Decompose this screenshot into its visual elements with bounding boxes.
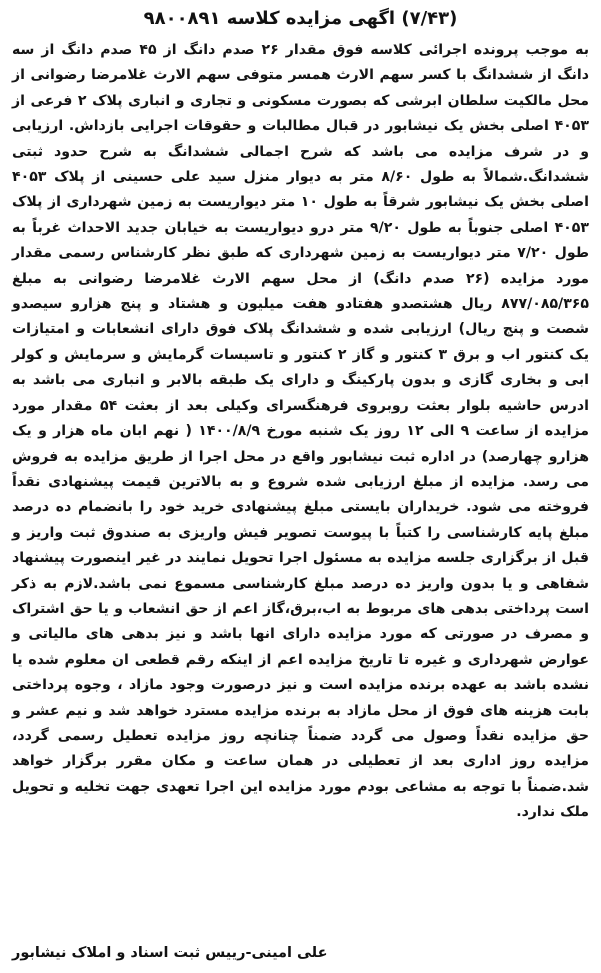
notice-signature: علی امینی-رییس ثبت اسناد و املاک نیشابور xyxy=(12,945,328,961)
notice-body: به موجب پرونده اجرائی کلاسه فوق مقدار ۲۶ صدم دانگ از ۴۵ صدم دانگ از سه دانگ از ششدانگ با کسر سهم الارث همسر متوفی سهم الارث غلامرضا رضوانی از محل مالکیت سلطان ابرشی که بصورت مسکونی و تجاری و انباری پلاک ۲ فرعی از ۴۰۵۳ اصلی بخش یک نیشابور در قبال مطالبات و حقوقات اجرایی بازداش. ارزیابی و در شرف مزایده می باشد که شرح اجمالی ششدانگ به شرح حدود ثبتی ششدانگ.شمالاً به طول ۸/۶۰ متر به دیوار منزل سید علی حسینی از پلاک ۴۰۵۳ اصلی بخش یک نیشابور شرقاً به طول ۱۰ متر دیواریست به زمین شهرداری از پلاک ۴۰۵۳ اصلی جنوباً به طول ۹/۲۰ متر درو دیواریست به خیابان جدید الاحداث غرباً به طول ۷/۲۰ متر دیواریست به زمین شهرداری که طبق نظر کارشناس رسمی مقدار مورد مزایده (۲۶ صدم دانگ) از محل سهم الارث غلامرضا رضوانی به مبلغ ۸۷۷/۰۸۵/۳۶۵ ریال هشتصدو هفتادو هفت میلیون و هشتاد و پنج هزارو سیصدو شصت و پنج ریال) ارزیابی شده و ششدانگ پلاک فوق دارای انشعابات و امتیازات یک کنتور اب و برق ۳ کنتور و گاز ۲ کنتور و تاسیسات گرمایش و سرمایش و کولر ابی و بخاری گازی و بدون پارکینگ و دارای یک طبقه بالابر و انباری می باشد به ادرس حاشیه بلوار بعثت روبروی فرهنگسرای وکیلی بعد از بعثت ۵۴ مقدار مورد مزایده از ساعت ۹ الی ۱۲ روز یک شنبه مورخ ۱۴۰۰/۸/۹ ( نهم ابان ماه هزار و یک هزارو چهارصد) در اداره ثبت نیشابور واقع در محل اجرا از طریق مزایده به فروش می رسد. مزایده از مبلغ ارزیابی شده شروع و به بالاترین قیمت پیشنهادی نقداً فروخته می شود. خریداران بایستی مبلغ پیشنهادی خرید خود را بانضمام ده درصد مبلغ پایه کارشناسی را کتباً با پیوست تصویر فیش واریزی به صندوق ثبت واریز و قبل از برگزاری جلسه مزایده به مسئول اجرا تحویل نمایند در غیر اینصورت پیشنهاد شفاهی و یا بدون واریز ده درصد مبلغ کارشناسی مسموع نمی باشد.لازم به ذکر است پرداختی بدهی های مربوط به اب،برق،گاز اعم از حق انشعاب و یا حق اشتراک و مصرف در صورتی که مورد مزایده دارای انها باشد و نیز بدهی های مالیاتی و عوارض شهرداری و غیره تا تاریخ مزایده اعم از اینکه رقم قطعی ان معلوم شده یا نشده باشد به عهده برنده مزایده است و نیز درصورت وجود مازاد ، وجوه پرداختی بابت هزینه های فوق از محل مازاد به برنده مزایده مسترد خواهد شد و نیم عشر و حق مزایده نقداً وصول می گردد ضمناً چنانچه روز مزایده تعطیل رسمی گردد، مزایده روز اداری بعد از تعطیلی در همان ساعت و مکان مقرر برگزار خواهد شد.ضمناً با توجه به مشاعی بودم مورد مزایده این اجرا تعهدی جهت تخلیه و تحویل ملک ندارد. xyxy=(12,42,590,821)
notice-title: (۷/۴۳) اگهی مزایده کلاسه ۹۸۰۰۸۹۱ xyxy=(143,8,458,29)
